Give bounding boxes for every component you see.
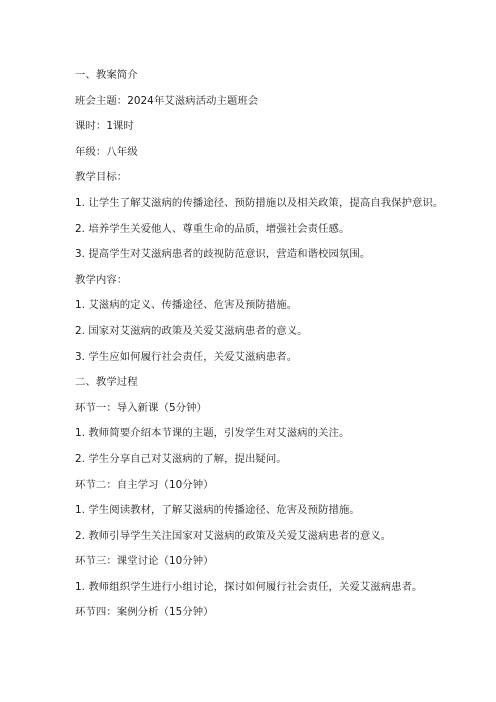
step-heading: 环节一：导入新课（5分钟） bbox=[75, 401, 207, 414]
step-item: 1. 学生阅读教材，了解艾滋病的传播途径、危害及预防措施。 bbox=[75, 504, 360, 517]
objective-item: 3. 提高学生对艾滋病患者的歧视防范意识，营造和谐校园氛围。 bbox=[75, 248, 371, 261]
step-item: 1. 教师组织学生进行小组讨论，探讨如何履行社会责任，关爱艾滋病患者。 bbox=[75, 580, 423, 593]
step-heading: 环节三：课堂讨论（10分钟） bbox=[75, 555, 214, 568]
class-theme: 班会主题：2024年艾滋病活动主题班会 bbox=[75, 94, 259, 107]
grade-level: 年级：八年级 bbox=[75, 145, 138, 158]
class-hours: 课时：1课时 bbox=[75, 120, 134, 133]
step-item: 1. 教师简要介绍本节课的主题，引发学生对艾滋病的关注。 bbox=[75, 427, 350, 440]
step-item: 2. 教师引导学生关注国家对艾滋病的政策及关爱艾滋病患者的意义。 bbox=[75, 529, 392, 542]
objectives-heading: 教学目标： bbox=[75, 171, 128, 184]
section-heading-intro: 一、教案简介 bbox=[75, 69, 138, 81]
content-item: 3. 学生应如何履行社会责任，关爱艾滋病患者。 bbox=[75, 350, 298, 363]
objective-item: 2. 培养学生关爱他人、尊重生命的品质，增强社会责任感。 bbox=[75, 222, 350, 235]
content-item: 1. 艾滋病的定义、传播途径、危害及预防措施。 bbox=[75, 299, 298, 312]
content-item: 2. 国家对艾滋病的政策及关爱艾滋病患者的意义。 bbox=[75, 324, 308, 337]
step-item: 2. 学生分享自己对艾滋病的了解，提出疑问。 bbox=[75, 452, 287, 465]
document-body bbox=[75, 66, 480, 629]
step-heading: 环节二：自主学习（10分钟） bbox=[75, 478, 214, 491]
content-heading: 教学内容： bbox=[75, 273, 128, 286]
section-heading-process: 二、教学过程 bbox=[75, 376, 138, 389]
step-heading: 环节四：案例分析（15分钟） bbox=[75, 606, 214, 619]
objective-item: 1. 让学生了解艾滋病的传播途径、预防措施以及相关政策，提高自我保护意识。 bbox=[75, 196, 444, 209]
